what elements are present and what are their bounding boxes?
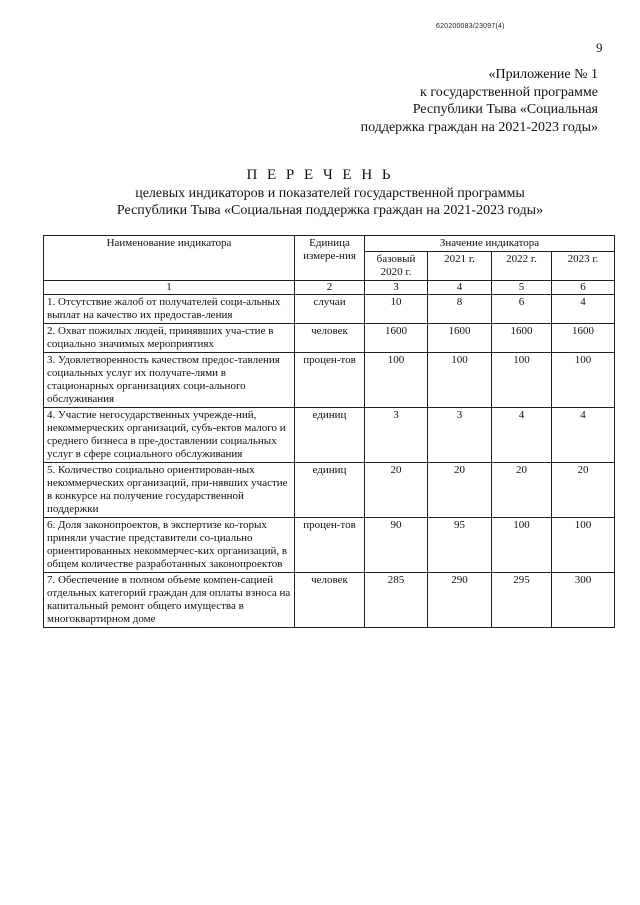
indicator-unit: человек [295, 573, 365, 628]
value-2023: 4 [552, 295, 615, 324]
indicator-unit: процен-тов [295, 353, 365, 408]
value-2023: 100 [552, 518, 615, 573]
indicator-unit: единиц [295, 408, 365, 463]
indicator-name: 6. Доля законопроектов, в экспертизе ко-торых приняли участие представители со-циально ориентированных некоммерчес-ких организаций, в общем количестве разработанных законопроектов [44, 518, 295, 573]
subtitle-line: целевых индикаторов и показателей государственной программы [135, 186, 525, 201]
value-base: 1600 [365, 324, 428, 353]
page-number: 9 [596, 40, 603, 55]
column-number: 1 [44, 281, 295, 295]
value-base: 285 [365, 573, 428, 628]
value-2022: 20 [492, 463, 552, 518]
column-number: 2 [295, 281, 365, 295]
column-number: 3 [365, 281, 428, 295]
column-number-row [44, 281, 615, 295]
header-base-year: базовый 2020 г. [365, 252, 428, 281]
appendix-line: поддержка граждан на 2021-2023 годы» [360, 119, 598, 135]
value-2022: 1600 [492, 324, 552, 353]
value-2021: 8 [428, 295, 492, 324]
value-2021: 95 [428, 518, 492, 573]
value-2021: 3 [428, 408, 492, 463]
value-base: 90 [365, 518, 428, 573]
value-2022: 4 [492, 408, 552, 463]
table-row [44, 573, 615, 628]
table-row [44, 463, 615, 518]
value-2023: 300 [552, 573, 615, 628]
value-2023: 100 [552, 353, 615, 408]
appendix-line: к государственной программе [420, 84, 598, 100]
value-2021: 1600 [428, 324, 492, 353]
indicator-name: 2. Охват пожилых людей, принявших уча-стие в социально значимых мероприятиях [44, 324, 295, 353]
indicator-name: 3. Удовлетворенность качеством предос-тавления социальных услуг их получате-лями в стационарных организациях соци-ального обслуживания [44, 353, 295, 408]
value-2023: 4 [552, 408, 615, 463]
indicators-table [43, 235, 615, 628]
indicator-name: 5. Количество социально ориентирован-ных некоммерческих организаций, при-нявших участие в конкурсе на получение государственной поддержки [44, 463, 295, 518]
value-2022: 295 [492, 573, 552, 628]
header-year-2021: 2021 г. [428, 252, 492, 281]
indicator-unit: случаи [295, 295, 365, 324]
value-2021: 20 [428, 463, 492, 518]
column-number: 4 [428, 281, 492, 295]
indicator-name: 4. Участие негосударственных учрежде-ний, некоммерческих организаций, субъ-ектов малого и среднего бизнеса в пре-доставлении социальных услуг в сфере социального обслуживания [44, 408, 295, 463]
value-2021: 100 [428, 353, 492, 408]
document-subtitle [40, 185, 620, 219]
indicator-unit: единиц [295, 463, 365, 518]
value-base: 100 [365, 353, 428, 408]
table-row [44, 518, 615, 573]
value-base: 20 [365, 463, 428, 518]
table-row [44, 324, 615, 353]
header-indicator-name: Наименование индикатора [44, 236, 295, 281]
indicator-unit: человек [295, 324, 365, 353]
table-row [44, 353, 615, 408]
appendix-line: Республики Тыва «Социальная [412, 102, 598, 117]
header-year-2023: 2023 г. [552, 252, 615, 281]
table-row [44, 408, 615, 463]
value-base: 10 [365, 295, 428, 324]
subtitle-line: Республики Тыва «Социальная поддержка граждан на 2021-2023 годы» [116, 203, 544, 218]
header-year-2022: 2022 г. [492, 252, 552, 281]
indicator-name: 7. Обеспечение в полном объеме компен-сацией отдельных категорий граждан для оплаты взноса на капитальный ремонт общего имущества в многоквартирном доме [44, 573, 295, 628]
value-2022: 100 [492, 518, 552, 573]
indicator-unit: процен-тов [295, 518, 365, 573]
column-number: 6 [552, 281, 615, 295]
value-2022: 6 [492, 295, 552, 324]
value-2022: 100 [492, 353, 552, 408]
header-indicator-value: Значение индикатора [365, 236, 615, 252]
document-title: П Е Р Е Ч Е Н Ь [246, 167, 394, 183]
document-code: 620200083/23097(4) [436, 23, 505, 30]
value-2021: 290 [428, 573, 492, 628]
table-row [44, 295, 615, 324]
value-2023: 20 [552, 463, 615, 518]
appendix-line: «Приложение № 1 [488, 67, 598, 82]
indicator-name: 1. Отсутствие жалоб от получателей соци-альных выплат на качество их предостав-ления [44, 295, 295, 324]
appendix-header [298, 66, 598, 136]
column-number: 5 [492, 281, 552, 295]
header-unit: Единица измере-ния [295, 236, 365, 281]
value-2023: 1600 [552, 324, 615, 353]
value-base: 3 [365, 408, 428, 463]
